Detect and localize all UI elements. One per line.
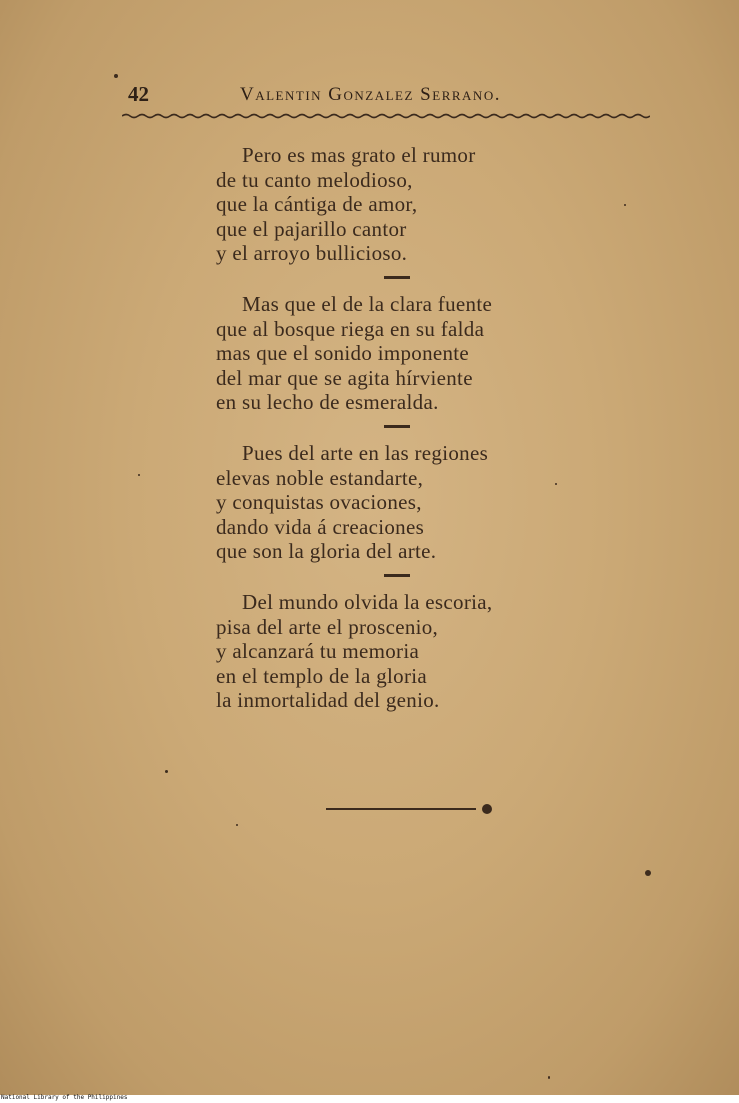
library-credit: National Library of the Philippines — [1, 1094, 128, 1101]
ink-speck — [548, 1076, 550, 1079]
poem-line: Pero es mas grato el rumor — [242, 143, 476, 167]
ink-speck — [645, 870, 651, 876]
stanza-3 — [216, 441, 596, 564]
poem-line: mas que el sonido imponente — [216, 341, 470, 366]
page-header — [122, 82, 650, 112]
ink-speck — [236, 824, 238, 826]
end-ornament-rule — [326, 808, 476, 810]
stanza-separator — [384, 276, 410, 279]
poem — [216, 143, 596, 713]
poem-line: que son la gloria del arte. — [216, 539, 437, 564]
poem-line: y el arroyo bullicioso. — [216, 241, 408, 266]
ink-speck — [138, 474, 140, 476]
poem-line: del mar que se agita hírviente — [216, 365, 473, 390]
poem-line: Pues del arte en las regiones — [242, 440, 489, 465]
poem-line: en su lecho de esmeralda. — [216, 390, 439, 415]
ink-speck — [165, 770, 168, 773]
poem-line: Mas que el de la clara fuente — [242, 291, 493, 316]
poem-line: la inmortalidad del genio. — [216, 688, 440, 713]
poem-line: de tu canto melodioso, — [216, 167, 413, 192]
footer-strip — [0, 1095, 739, 1103]
poem-line: que el pajarillo cantor — [216, 216, 407, 241]
poem-line: elevas noble estandarte, — [216, 465, 424, 490]
stanza-1 — [216, 143, 596, 266]
stanza-2 — [216, 292, 596, 415]
poem-line: pisa del arte el proscenio, — [216, 614, 439, 639]
poem-line: y conquistas ovaciones, — [216, 490, 422, 515]
poem-line: que la cántiga de amor, — [216, 192, 418, 217]
poem-line: que al bosque riega en su falda — [216, 316, 485, 341]
stanza-separator — [384, 425, 410, 428]
poem-line: y alcanzará tu memoria — [216, 639, 420, 664]
poem-line: Del mundo olvida la escoria, — [242, 589, 493, 614]
ink-speck — [624, 204, 626, 206]
poem-line: dando vida á creaciones — [216, 514, 425, 539]
stanza-separator — [384, 574, 410, 577]
running-head: Valentin Gonzalez Serrano. — [240, 84, 501, 105]
page-number: 42 — [128, 82, 149, 106]
ink-speck — [114, 74, 118, 78]
poem-line: en el templo de la gloria — [216, 663, 428, 688]
stanza-4 — [216, 590, 596, 713]
header-wavy-rule — [122, 110, 650, 120]
end-ornament-dot — [482, 804, 492, 814]
